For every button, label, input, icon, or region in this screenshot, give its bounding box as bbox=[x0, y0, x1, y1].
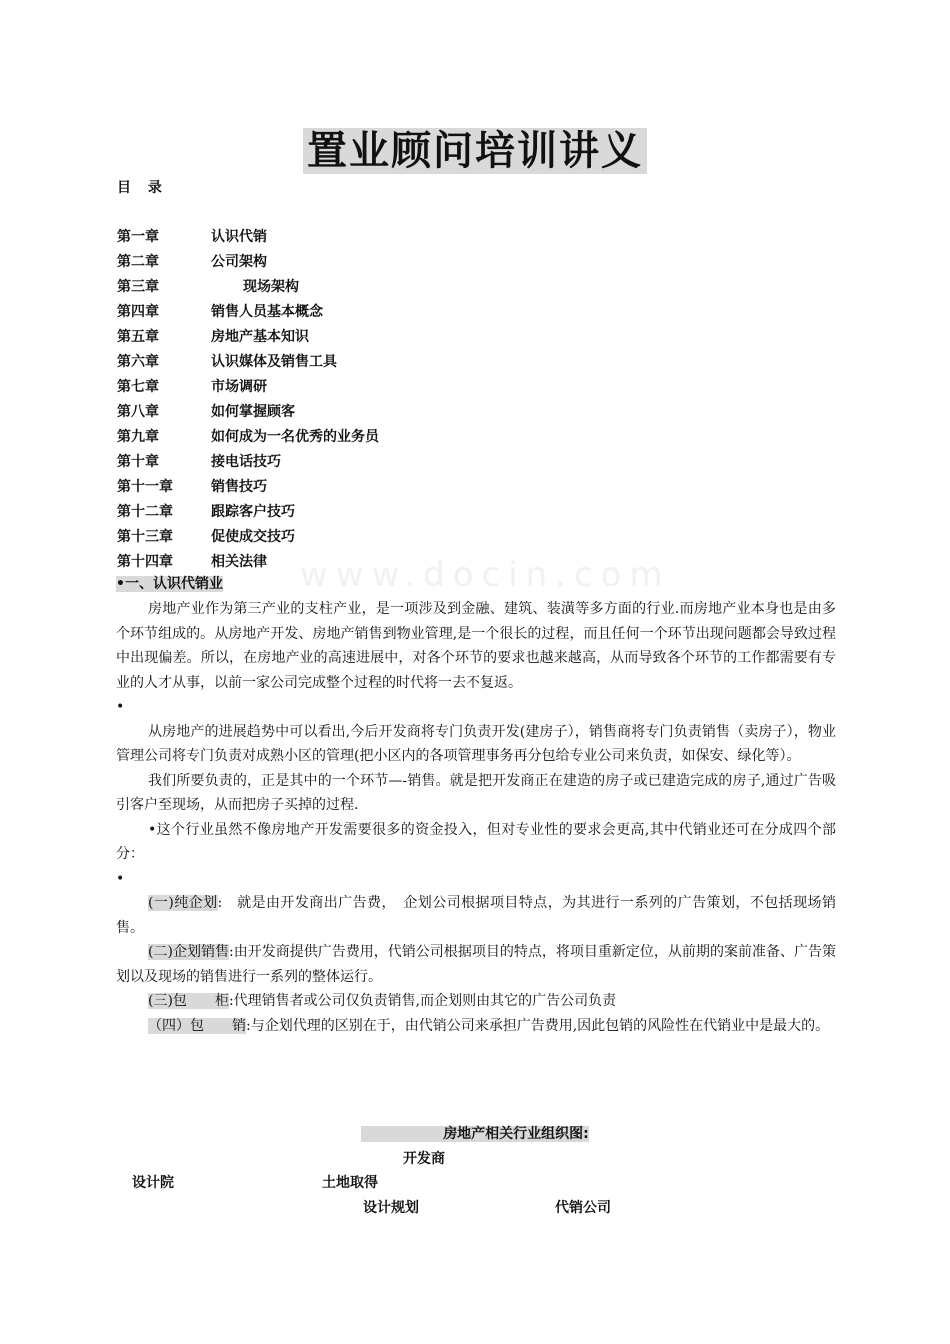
toc-chapter-number: 第六章 bbox=[117, 354, 159, 370]
toc-chapter-number: 第十章 bbox=[117, 454, 159, 470]
bullet-marker: • bbox=[116, 870, 125, 887]
agency-type-text: :由开发商提供广告费用，代销公司根据项目的特点，将项目重新定位，从前期的案前准备、广告策划以及现场的销售进行一系列的整体运行。 bbox=[116, 944, 836, 985]
toc-item bbox=[117, 400, 717, 425]
org-node-design-institute: 设计院 bbox=[132, 1175, 174, 1191]
toc-item bbox=[117, 250, 717, 275]
toc-item bbox=[117, 525, 717, 550]
toc-chapter-number: 第二章 bbox=[117, 254, 159, 270]
toc-chapter-title: 相关法律 bbox=[211, 554, 267, 570]
toc-chapter-number: 第八章 bbox=[117, 404, 159, 420]
agency-type-text: :代理销售者或公司仅负责销售,而企划则由其它的广告公司负责 bbox=[228, 993, 617, 1009]
toc-chapter-title: 销售人员基本概念 bbox=[211, 304, 323, 320]
toc-chapter-number: 第十三章 bbox=[117, 529, 173, 545]
agency-type-item bbox=[116, 989, 836, 1014]
toc-chapter-number: 第四章 bbox=[117, 304, 159, 320]
agency-type-label: （四）包 销 bbox=[148, 1017, 246, 1034]
toc-chapter-title: 跟踪客户技巧 bbox=[211, 504, 295, 520]
toc-item bbox=[117, 425, 717, 450]
paragraph: 房地产业作为第三产业的支柱产业，是一项涉及到金融、建筑、装潢等多方面的行业.而房地产业本身也是由多个环节组成的。从房地产开发、房地产销售到物业管理,是一个很长的过程，而且任何一个环节出现问题都会导致过程中出现偏差。所以，在房地产业的高速进展中，对各个环节的要求也越来越高，从而导致各个环节的工作都需要有专业的人才从事，以前一家公司完成整个过程的时代将一去不复返。 bbox=[116, 601, 836, 691]
toc-chapter-title: 接电话技巧 bbox=[211, 454, 281, 470]
agency-type-item bbox=[116, 940, 836, 989]
toc-chapter-title: 促使成交技巧 bbox=[211, 529, 295, 545]
toc-item bbox=[117, 300, 717, 325]
agency-type-item bbox=[116, 1014, 836, 1039]
toc-chapter-title: 销售技巧 bbox=[211, 479, 267, 495]
toc-chapter-number: 第七章 bbox=[117, 379, 159, 395]
toc-item bbox=[117, 275, 717, 300]
org-node-developer: 开发商 bbox=[403, 1151, 445, 1167]
toc-item bbox=[117, 475, 717, 500]
org-node-land: 土地取得 bbox=[322, 1175, 378, 1191]
document-title: 置业顾问培训讲义 bbox=[303, 128, 647, 174]
agency-type-text: :与企划代理的区别在于，由代销公司来承担广告费用,因此包销的风险性在代销业中是最大的。 bbox=[246, 1017, 830, 1034]
toc-chapter-title: 认识代销 bbox=[211, 229, 267, 245]
agency-type-text: : 就是由开发商出广告费， 企划公司根据项目特点，为其进行一系列的广告策划，不包括现场销售。 bbox=[116, 895, 836, 936]
toc-heading: 目 录 bbox=[117, 180, 168, 196]
toc-item bbox=[117, 550, 717, 575]
toc-chapter-title: 现场架构 bbox=[243, 279, 299, 295]
document-title-block bbox=[0, 128, 950, 174]
toc-chapter-title: 如何掌握顾客 bbox=[211, 404, 295, 420]
agency-type-item bbox=[116, 891, 836, 940]
toc-chapter-title: 认识媒体及销售工具 bbox=[211, 354, 337, 370]
toc-chapter-title: 房地产基本知识 bbox=[211, 329, 309, 345]
section-heading bbox=[116, 573, 223, 595]
paragraph: •这个行业虽然不像房地产开发需要很多的资金投入，但对专业性的要求会更高,其中代销业还可在分成四个部分： bbox=[116, 821, 836, 862]
toc-chapter-title: 公司架构 bbox=[211, 254, 267, 270]
paragraph: 从房地产的进展趋势中可以看出,今后开发商将专门负责开发(建房子），销售商将专门负责销售（卖房子），物业管理公司将专门负责对成熟小区的管理(把小区内的各项管理事务再分包给专业公司来负责，如保安、绿化等）。 bbox=[116, 723, 836, 764]
agency-type-label: (三)包 柜 bbox=[148, 993, 229, 1009]
org-node-design-planning: 设计规划 bbox=[363, 1200, 419, 1216]
agency-type-label: (一)纯企划 bbox=[148, 895, 218, 911]
org-chart-title: 房地产相关行业组织图: bbox=[361, 1126, 589, 1142]
toc-chapter-title: 市场调研 bbox=[211, 379, 267, 395]
section-body bbox=[116, 597, 836, 1038]
toc-item bbox=[117, 500, 717, 525]
section-heading-text: •一、认识代销业 bbox=[116, 576, 223, 592]
toc-chapter-number: 第一章 bbox=[117, 229, 159, 245]
org-node-agency: 代销公司 bbox=[555, 1200, 611, 1216]
bullet-marker: • bbox=[116, 699, 125, 715]
toc-item bbox=[117, 350, 717, 375]
toc-chapter-number: 第五章 bbox=[117, 329, 159, 345]
watermark: www.docin.com bbox=[300, 555, 671, 595]
toc-chapter-title: 如何成为一名优秀的业务员 bbox=[211, 429, 379, 445]
toc-item bbox=[117, 375, 717, 400]
toc-item bbox=[117, 225, 717, 250]
agency-type-label: (二)企划销售 bbox=[148, 944, 229, 960]
toc-chapter-number: 第十二章 bbox=[117, 504, 173, 520]
paragraph: 我们所要负责的，正是其中的一个环节—-销售。就是把开发商正在建造的房子或已建造完成的房子,通过广告吸引客户至现场，从而把房子买掉的过程. bbox=[116, 772, 836, 813]
toc-chapter-number: 第三章 bbox=[117, 279, 159, 295]
toc-chapter-number: 第十四章 bbox=[117, 554, 173, 570]
toc-item bbox=[117, 325, 717, 350]
toc-chapter-number: 第十一章 bbox=[117, 479, 173, 495]
toc-item bbox=[117, 450, 717, 475]
table-of-contents bbox=[117, 225, 717, 575]
org-chart-title-block bbox=[0, 1123, 950, 1143]
toc-chapter-number: 第九章 bbox=[117, 429, 159, 445]
